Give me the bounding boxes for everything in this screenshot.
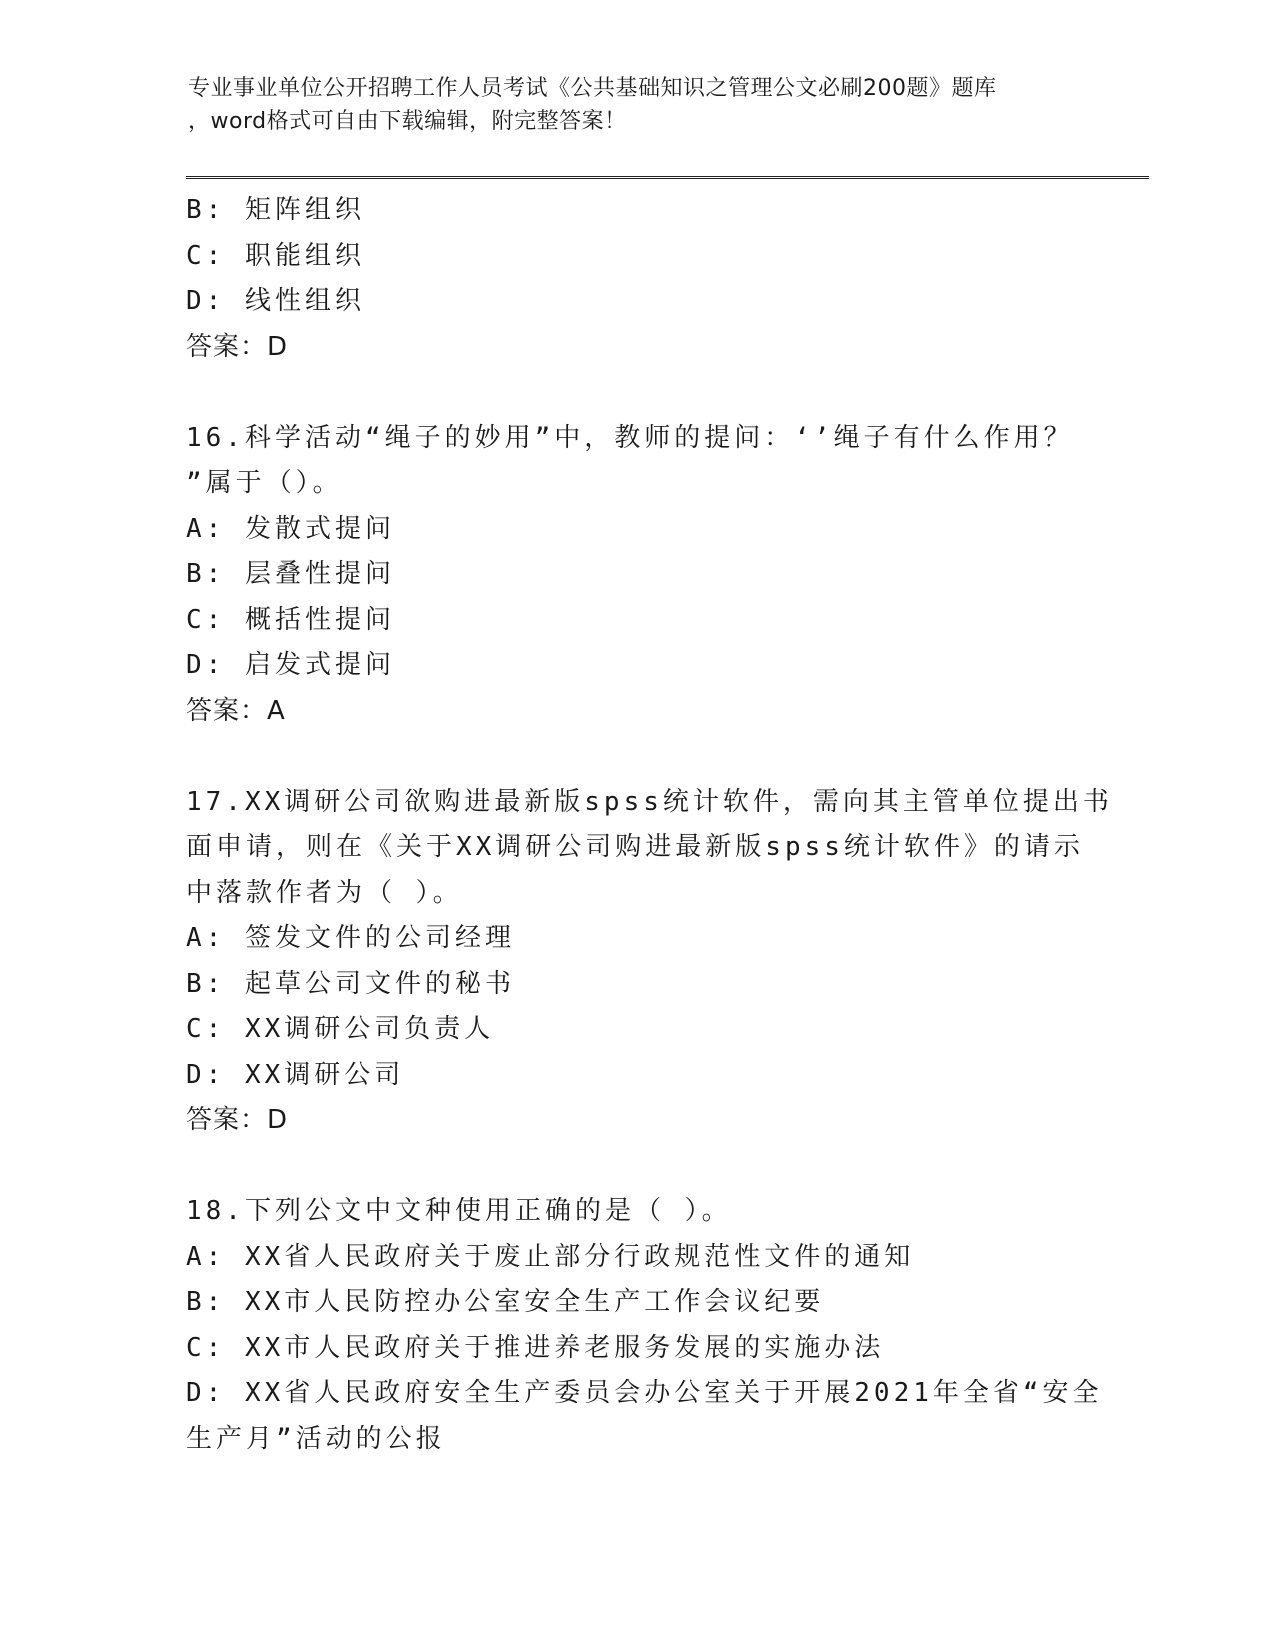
question-stem: 面申请，则在《关于XX调研公司购进最新版spss统计软件》的请示 <box>186 832 1084 862</box>
option-b: B: 起草公司文件的秘书 <box>186 968 515 999</box>
option-b: B: 矩阵组织 <box>186 195 365 225</box>
option-b: B: XX市人民防控办公室安全生产工作会议纪要 <box>186 1287 825 1317</box>
option-c: C: XX市人民政府关于推进养老服务发展的实施办法 <box>186 1332 885 1363</box>
option-b: B: 层叠性提问 <box>186 559 395 589</box>
header-divider <box>186 176 1149 179</box>
option-d-continued: 生产月”活动的公报 <box>186 1423 446 1454</box>
question-stem: 中落款作者为（ ）。 <box>186 877 463 908</box>
option-a: A: 签发文件的公司经理 <box>186 923 515 953</box>
question-content <box>186 188 1113 1462</box>
question-16 <box>186 416 1086 735</box>
question-18 <box>186 1189 1103 1462</box>
answer: 答案：D <box>186 1105 289 1135</box>
answer: 答案：D <box>186 331 289 362</box>
question-stem: ”属于（）。 <box>186 468 343 498</box>
spacer <box>186 1144 1086 1190</box>
header-title-line-1: 专业事业单位公开招聘工作人员考试《公共基础知识之管理公文必刷200题》题库 <box>188 76 997 101</box>
spacer <box>186 734 1086 780</box>
page-header <box>188 72 1088 138</box>
option-d: D: XX省人民政府安全生产委员会办公室关于开展2021年全省“安全 <box>186 1378 1103 1408</box>
option-d: D: 线性组织 <box>186 286 365 316</box>
header-title-line-2: ，word格式可自由下载编辑，附完整答案！ <box>188 109 627 134</box>
question-stem: 18.下列公文中文种使用正确的是（ ）。 <box>186 1196 732 1226</box>
option-c: C: 概括性提问 <box>186 604 395 635</box>
option-d: D: 启发式提问 <box>186 650 395 680</box>
answer: 答案：A <box>186 695 286 726</box>
option-c: C: XX调研公司负责人 <box>186 1014 495 1044</box>
question-17 <box>186 780 1113 1144</box>
question-stem: 16.科学活动“绳子的妙用”中，教师的提问：‘’绳子有什么作用？ <box>186 422 1074 453</box>
option-a: A: 发散式提问 <box>186 513 395 544</box>
option-c: C: 职能组织 <box>186 240 365 271</box>
option-a: A: XX省人民政府关于废止部分行政规范性文件的通知 <box>186 1241 915 1272</box>
question-15-tail <box>186 188 1086 370</box>
spacer <box>186 370 1086 416</box>
option-d: D: XX调研公司 <box>186 1059 405 1090</box>
question-stem: 17.XX调研公司欲购进最新版spss统计软件，需向其主管单位提出书 <box>186 786 1113 817</box>
